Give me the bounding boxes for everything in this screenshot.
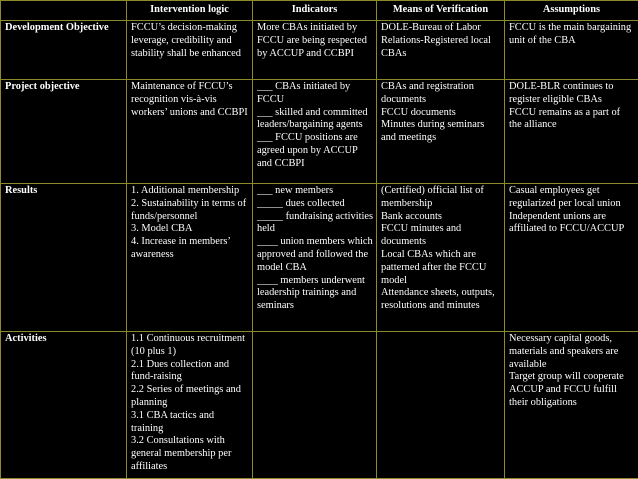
means-of-verification-cell (377, 21, 505, 80)
intervention-logic-cell (127, 80, 253, 184)
row-label: Project objective (1, 80, 127, 184)
table-row (1, 80, 638, 184)
cell-line: 2.2 Series of meetings and planning (131, 384, 249, 410)
cell-line: 3.2 Consultations with general membership per affiliates (131, 435, 249, 473)
table-row (1, 332, 638, 479)
cell-line: CBAs and registration documents (381, 81, 501, 107)
cell-line: 1.1 Continuous recruitment (10 plus 1) (131, 333, 249, 359)
indicators-cell (253, 21, 377, 80)
cell-line: Independent unions are affiliated to FCCU/ACCUP (509, 211, 635, 237)
cell-line: Maintenance of FCCU’s recognition vis-à-vis workers’ unions and CCBPI (131, 81, 249, 119)
assumptions-cell (505, 80, 638, 184)
row-label: Development Objective (1, 21, 127, 80)
table-row (1, 184, 638, 332)
cell-line: 1. Additional membership (131, 185, 249, 198)
intervention-logic-cell (127, 184, 253, 332)
cell-line: Local CBAs which are patterned after the FCCU model (381, 249, 501, 287)
indicators-cell (253, 80, 377, 184)
cell-line: ____ members underwent leadership trainings and seminars (257, 275, 373, 313)
cell-line: 4. Increase in members’ awareness (131, 236, 249, 262)
row-label: Results (1, 184, 127, 332)
cell-line: _____ dues collected (257, 198, 373, 211)
cell-line: FCCU documents (381, 107, 501, 120)
header-indicators: Indicators (253, 1, 377, 21)
cell-line: ____ union members which approved and followed the model CBA (257, 236, 373, 274)
intervention-logic-cell (127, 332, 253, 479)
cell-line: Casual employees get regularized per local union (509, 185, 635, 211)
assumptions-cell (505, 332, 638, 479)
cell-line: FCCU minutes and documents (381, 223, 501, 249)
cell-line: More CBAs initiated by FCCU are being respected by ACCUP and CCBPI (257, 22, 373, 60)
cell-line: ___ FCCU positions are agreed upon by ACCUP and CCBPI (257, 132, 373, 170)
cell-line: Attendance sheets, outputs, resolutions and minutes (381, 287, 501, 313)
cell-line: FCCU remains as a part of the alliance (509, 107, 635, 133)
cell-line: Target group will cooperate (509, 371, 635, 384)
assumptions-cell (505, 21, 638, 80)
cell-line: FCCU’s decision-making leverage, credibility and stability shall be enhanced (131, 22, 249, 60)
cell-line: 3. Model CBA (131, 223, 249, 236)
cell-line: (Certified) official list of membership (381, 185, 501, 211)
means-of-verification-cell (377, 80, 505, 184)
row-label: Activities (1, 332, 127, 479)
indicators-cell (253, 184, 377, 332)
cell-line: 3.1 CBA tactics and training (131, 410, 249, 436)
means-of-verification-cell (377, 184, 505, 332)
header-means-of-verification: Means of Verification (377, 1, 505, 21)
cell-line: 2.1 Dues collection and fund-raising (131, 359, 249, 385)
cell-line: DOLE-BLR continues to register eligible CBAs (509, 81, 635, 107)
cell-line: _____ fundraising activities held (257, 211, 373, 237)
intervention-logic-cell (127, 21, 253, 80)
header-intervention-logic: Intervention logic (127, 1, 253, 21)
assumptions-cell (505, 184, 638, 332)
cell-line: FCCU is the main bargaining unit of the CBA (509, 22, 635, 48)
header-row (1, 1, 638, 21)
cell-line: 2. Sustainability in terms of funds/personnel (131, 198, 249, 224)
header-blank-cell (1, 1, 127, 21)
cell-line: Minutes during seminars and meetings (381, 119, 501, 145)
cell-line: ___ CBAs initiated by FCCU (257, 81, 373, 107)
cell-line: Necessary capital goods, materials and speakers are available (509, 333, 635, 371)
indicators-cell (253, 332, 377, 479)
header-assumptions: Assumptions (505, 1, 638, 21)
cell-line: ___ skilled and committed leaders/bargaining agents (257, 107, 373, 133)
means-of-verification-cell (377, 332, 505, 479)
cell-line: Bank accounts (381, 211, 501, 224)
cell-line: ACCUP and FCCU fulfill their obligations (509, 384, 635, 410)
cell-line: DOLE-Bureau of Labor Relations-Registered local CBAs (381, 22, 501, 60)
cell-line: ___ new members (257, 185, 373, 198)
table-row (1, 21, 638, 80)
